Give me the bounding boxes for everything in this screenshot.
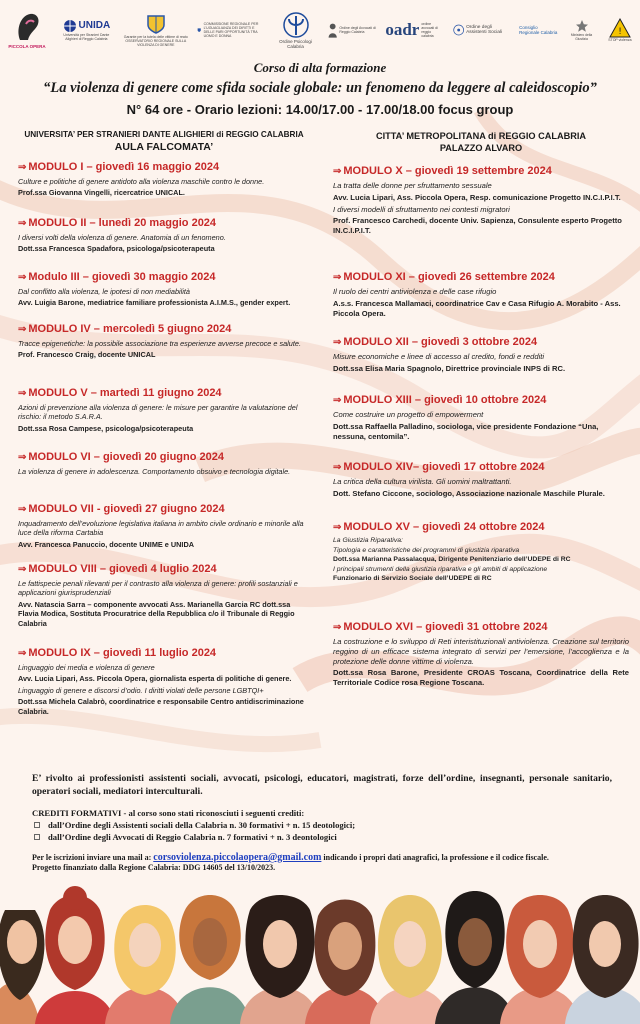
module-teacher-2: Dott.ssa Michela Calabrò, coordinatrice e responsabile Centro antidiscriminazione Calabria. [18, 697, 304, 716]
arrow-right-icon: ⇒ [333, 395, 342, 406]
module-title: ⇒ MODULO XV – giovedì 24 ottobre 2024 [333, 521, 545, 533]
logos-bar [4, 4, 636, 56]
module-description-b: Tipologia e caratteristiche dei programmi di giustizia riparativa [333, 546, 520, 554]
module-title: ⇒ MODULO XII – giovedì 3 ottobre 2024 [333, 336, 538, 348]
module-teacher: Dott.ssa Rosa Barone, Presidente CROAS Toscana, Coordinatrice della Rete Territoriale Codice rosa Regione Toscana. [333, 668, 629, 688]
module-8 [18, 562, 310, 628]
funding-text: Progetto finanziato dalla Regione Calabria: DDG 14605 del 13/10/2023. [32, 863, 276, 872]
woman-figure-8 [435, 891, 515, 1024]
module-1 [18, 160, 310, 198]
module-teacher: Prof.ssa Giovanna Vingelli, ricercatrice UNICAL. [18, 188, 185, 198]
women-illustration [0, 880, 640, 1024]
psi-icon [281, 11, 311, 39]
credit-item: dall’Ordine degli Avvocati di Reggio Calabria n. 7 formativi + n. 3 deontologici [32, 831, 612, 843]
oadr-logo: oadr ordine avvocati di reggio calabria [385, 20, 438, 39]
module-description-2: Linguaggio di genere e discorsi d’odio. I diritti violati delle persone LGBTQI+ [18, 685, 264, 695]
module-title: ⇒ MODULO IV – mercoledì 5 giugno 2024 [18, 323, 232, 335]
arrow-right-icon: ⇒ [18, 162, 27, 173]
woman-figure-5 [240, 895, 320, 1024]
ordine-psicologi-logo: Ordine Psicologi Calabria [272, 6, 320, 54]
module-teacher: Dott. Stefano Ciccone, sociologo, Associazione nazionale Maschile Plurale. [333, 488, 605, 498]
left-location-line2: AULA FALCOMATA’ [114, 140, 214, 153]
emblem-icon [197, 23, 201, 37]
module-teacher: Avv. Francesca Panuccio, docente UNIME e UNIDA [18, 539, 194, 549]
module-teacher: Dott.ssa Francesca Spadafora, psicologa/psicoterapeuta [18, 244, 215, 254]
right-location [333, 130, 629, 155]
module-title: ⇒ MODULO VII - giovedì 27 giugno 2024 [18, 503, 225, 515]
module-description: La tratta delle donne per sfruttamento sessuale [333, 181, 492, 190]
module-9 [18, 646, 310, 716]
credit-item: dall’Ordine degli Assistenti sociali della Calabria n. 30 formativi + n. 15 deotologici; [32, 819, 612, 831]
module-3 [18, 270, 310, 308]
email-link[interactable]: corsoviolenza.piccolaopera@gmail.com [153, 852, 322, 863]
module-teacher-2: Funzionario di Servizio Sociale dell’UDEPE di RC [333, 575, 492, 583]
woman-figure-2 [35, 886, 115, 1024]
module-description: La violenza di genere in adolescenza. Comportamento obsuivo e tecnologia digitale. [18, 467, 291, 476]
module-teacher: A.s.s. Francesca Mallamaci, coordinatrice Cav e Casa Rifugio A. Morabito - Ass. Piccola Opera. [333, 298, 621, 318]
arrow-right-icon: ⇒ [18, 564, 27, 575]
arrow-right-icon: ⇒ [333, 622, 342, 633]
footer-info [32, 772, 612, 873]
module-6 [18, 450, 310, 476]
svg-text:!: ! [618, 27, 622, 37]
registration-text: Per le iscrizioni inviare una mail a: corsoviolenza.piccolaopera@gmail.com indicando i propri dati anagrafici, la professione e il codice fiscale. [32, 852, 549, 863]
assistenti-sociali-logo: Ordine degli Assistenti Sociali [453, 6, 511, 54]
module-title: ⇒ MODULO IX – giovedì 11 luglio 2024 [18, 647, 217, 659]
arrow-right-icon: ⇒ [333, 522, 342, 533]
checkbox-icon [34, 834, 40, 840]
module-description: Azioni di prevenzione alla violenza di genere: le misure per garantire la valutazione del rischio: il metodo S.A.R.A. [18, 403, 298, 422]
credits-title: CREDITI FORMATIVI - al corso sono stati riconosciuti i seguenti crediti: [32, 808, 305, 818]
module-description: Linguaggio dei media e violenza di genere [18, 663, 155, 672]
arrow-right-icon: ⇒ [18, 218, 27, 229]
module-description: Misure economiche e linee di accesso al credito, fondi e redditi [333, 352, 545, 361]
module-title: ⇒ MODULO VIII – giovedì 4 luglio 2024 [18, 563, 217, 575]
module-4 [18, 322, 310, 360]
woman-figure-9 [500, 895, 580, 1024]
right-location-line1: CITTA’ METROPOLITANA di REGGIO CALABRIA [375, 131, 587, 141]
left-location [18, 130, 310, 154]
module-teacher-2: Prof. Francesco Carchedi, docente Univ. Sapienza, Consulente esperto Progetto IN.C.I.P.I.T. [333, 216, 622, 236]
module-description: Le fattispecie penali rilevanti per il contrasto alla violenza di genere: profili sostanziali e applicazioni giurisprudenziali [18, 579, 298, 598]
module-13 [333, 393, 629, 441]
module-teacher: Dott.ssa Marianna Passalacqua, Dirigente Penitenziario dell’UDEPE di RC [333, 556, 571, 564]
module-description: Il ruolo dei centri antiviolenza e delle case rifugio [333, 287, 497, 296]
module-16 [333, 620, 629, 688]
module-title: ⇒ MODULO VI – giovedì 20 giugno 2024 [18, 451, 224, 463]
module-title: ⇒ Modulo III – giovedì 30 maggio 2024 [18, 271, 216, 283]
woman-profile-icon [10, 10, 44, 44]
module-title: ⇒ MODULO XI – giovedì 26 settembre 2024 [333, 271, 555, 283]
piccola-opera-logo: PICCOLA OPERA [4, 6, 50, 54]
module-description: I diversi volti della violenza di genere. Anatomia di un fenomeno. [18, 233, 226, 242]
star-emblem-icon [575, 19, 589, 33]
module-description: Dal conflitto alla violenza, le ipotesi di non mediabilità [18, 287, 190, 296]
audience-text: E’ rivolto ai professionisti assistenti sociali, avvocati, psicologi, educatori, magistrati, forze dell’ordine, insegnanti, personale sanitario, operatori sociali, mediatori interculturali. [32, 773, 612, 797]
woman-figure-6 [305, 900, 385, 1024]
module-teacher: Dott.ssa Elisa Maria Spagnolo, Direttrice provinciale INPS di RC. [333, 363, 566, 373]
arrow-right-icon: ⇒ [333, 166, 342, 177]
course-hours: N° 64 ore - Orario lezioni: 14.00/17.00 - 17.00/18.00 focus group [126, 102, 514, 117]
woman-figure-3 [105, 905, 185, 1024]
module-2 [18, 216, 310, 254]
ministero-logo: Ministero della Giustizia [568, 6, 596, 54]
warning-triangle-icon [609, 18, 631, 38]
module-description: La critica della cultura virilista. Gli uomini maltrattanti. [333, 477, 512, 486]
ordine-avvocati-logo: Ordine degli Avvocati di Reggio Calabria [328, 6, 376, 54]
module-title: ⇒ MODULO V – martedì 11 giugno 2024 [18, 387, 222, 399]
arrow-right-icon: ⇒ [18, 272, 27, 283]
arrow-right-icon: ⇒ [18, 388, 27, 399]
module-15 [333, 520, 629, 584]
module-teacher: Avv. Natascia Sarra – componente avvocati Ass. Marianella Garcia RC dott.ssa Flavia Modica, Sostituta Procuratrice della Repubblica c/o il Tribunale di Reggio Calabria [18, 599, 295, 628]
consiglio-regionale-logo: Consiglio Regionale Calabria [519, 24, 558, 35]
module-description: Come costruire un progetto di empowerment [333, 410, 484, 419]
module-teacher: Dott.ssa Rosa Campese, psicologa/psicoterapeuta [18, 423, 194, 433]
module-teacher: Avv. Lucia Lipari, Ass. Piccola Opera, Resp. comunicazione Progetto IN.C.I.P.I.T. [333, 192, 621, 202]
checkbox-icon [34, 822, 40, 828]
module-title: ⇒ MODULO XIV– giovedì 17 ottobre 2024 [333, 461, 545, 473]
module-teacher: Avv. Luigia Barone, mediatrice familiare professionista A.I.M.S., gender expert. [18, 298, 291, 308]
module-teacher: Prof. Francesco Craig, docente UNICAL [18, 350, 156, 360]
module-teacher: Dott.ssa Raffaella Palladino, sociologa, vice presidente Fondazione “Una, nessuna, centomila”. [333, 421, 599, 441]
module-description: La Giustizia Riparativa: [333, 537, 403, 544]
module-title: ⇒ MODULO II – lunedì 20 maggio 2024 [18, 217, 217, 229]
course-title: “La violenza di genere come sfida sociale globale: un fenomeno da leggere al caleidoscopio” [43, 80, 597, 96]
arrow-right-icon: ⇒ [333, 462, 342, 473]
left-location-line1: UNIVERSITA’ PER STRANIERI DANTE ALIGHIERI di REGGIO CALABRIA [24, 130, 304, 139]
globe-icon [63, 19, 77, 33]
commissione-logo: COMMISSIONE REGIONALE PER L'UGUAGLIANZA DEI DIRITTI E DELLE PARI OPPORTUNITÀ TRA UOMO E DONNA [197, 6, 263, 54]
module-description-2: I principali strumenti della giustizia riparativa e gli ambiti di applicazione [333, 565, 548, 573]
bust-icon [328, 17, 337, 43]
arrow-right-icon: ⇒ [18, 324, 27, 335]
garante-logo: Garante per la tutela delle vittime di reato OSSERVATORIO REGIONALE SULLA VIOLENZA DI GENERE [123, 6, 189, 54]
arrow-right-icon: ⇒ [333, 337, 342, 348]
module-14 [333, 460, 629, 499]
module-description: Tracce epigenetiche: la possibile associazione tra esperienze avverse precoce e salute. [18, 339, 301, 348]
right-column [333, 130, 629, 730]
arrow-right-icon: ⇒ [18, 504, 27, 515]
module-5 [18, 386, 310, 433]
module-title: ⇒ MODULO X – giovedì 19 settembre 2024 [333, 165, 552, 177]
module-description: Inquadramento dell’evoluzione legislativa italiana in ambito civile ordinario e minorile alla luce della riforma Cartabia [18, 519, 304, 538]
module-12 [333, 335, 629, 374]
module-title: ⇒ MODULO XIII – giovedì 10 ottobre 2024 [333, 394, 547, 406]
woman-figure-1 [0, 910, 44, 1024]
module-description: La costruzione e lo sviluppo di Reti interistituzionali antiviolenza. Creazione sul territorio reggino di un efficace sistema integrato di servizi per l’emersione, l’accoglienza e la protezione delle donne vittime di violenza. [333, 637, 629, 666]
woman-figure-7 [370, 895, 450, 1024]
module-title: ⇒ MODULO I – giovedì 16 maggio 2024 [18, 161, 220, 173]
arrow-right-icon: ⇒ [18, 452, 27, 463]
unida-logo: UNIDA Università per Stranieri Dante Alighieri di Reggio Calabria [63, 20, 111, 41]
regional-crest-icon [145, 13, 167, 35]
right-location-line2: PALAZZO ALVARO [439, 143, 523, 153]
module-description: Culture e politiche di genere antidoto alla violenza maschile contro le donne. [18, 177, 265, 186]
left-column [18, 130, 310, 730]
module-title: ⇒ MODULO XVI – giovedì 31 ottobre 2024 [333, 621, 548, 633]
woman-figure-10 [565, 895, 640, 1024]
arrow-right-icon: ⇒ [333, 272, 342, 283]
module-11 [333, 270, 629, 318]
module-7 [18, 502, 310, 549]
module-10 [333, 164, 629, 236]
woman-figure-4 [170, 895, 250, 1024]
header [0, 60, 640, 117]
network-icon [453, 22, 464, 38]
stop-violenza-logo: ! STOP violenza [604, 6, 636, 54]
module-description-2: I diversi modelli di sfruttamento nei contesti migratori [333, 204, 510, 214]
module-teacher: Avv. Lucia Lipari, Ass. Piccola Opera, giornalista esperta di politiche di genere. [18, 674, 292, 684]
arrow-right-icon: ⇒ [18, 648, 27, 659]
course-label: Corso di alta formazione [253, 60, 387, 75]
